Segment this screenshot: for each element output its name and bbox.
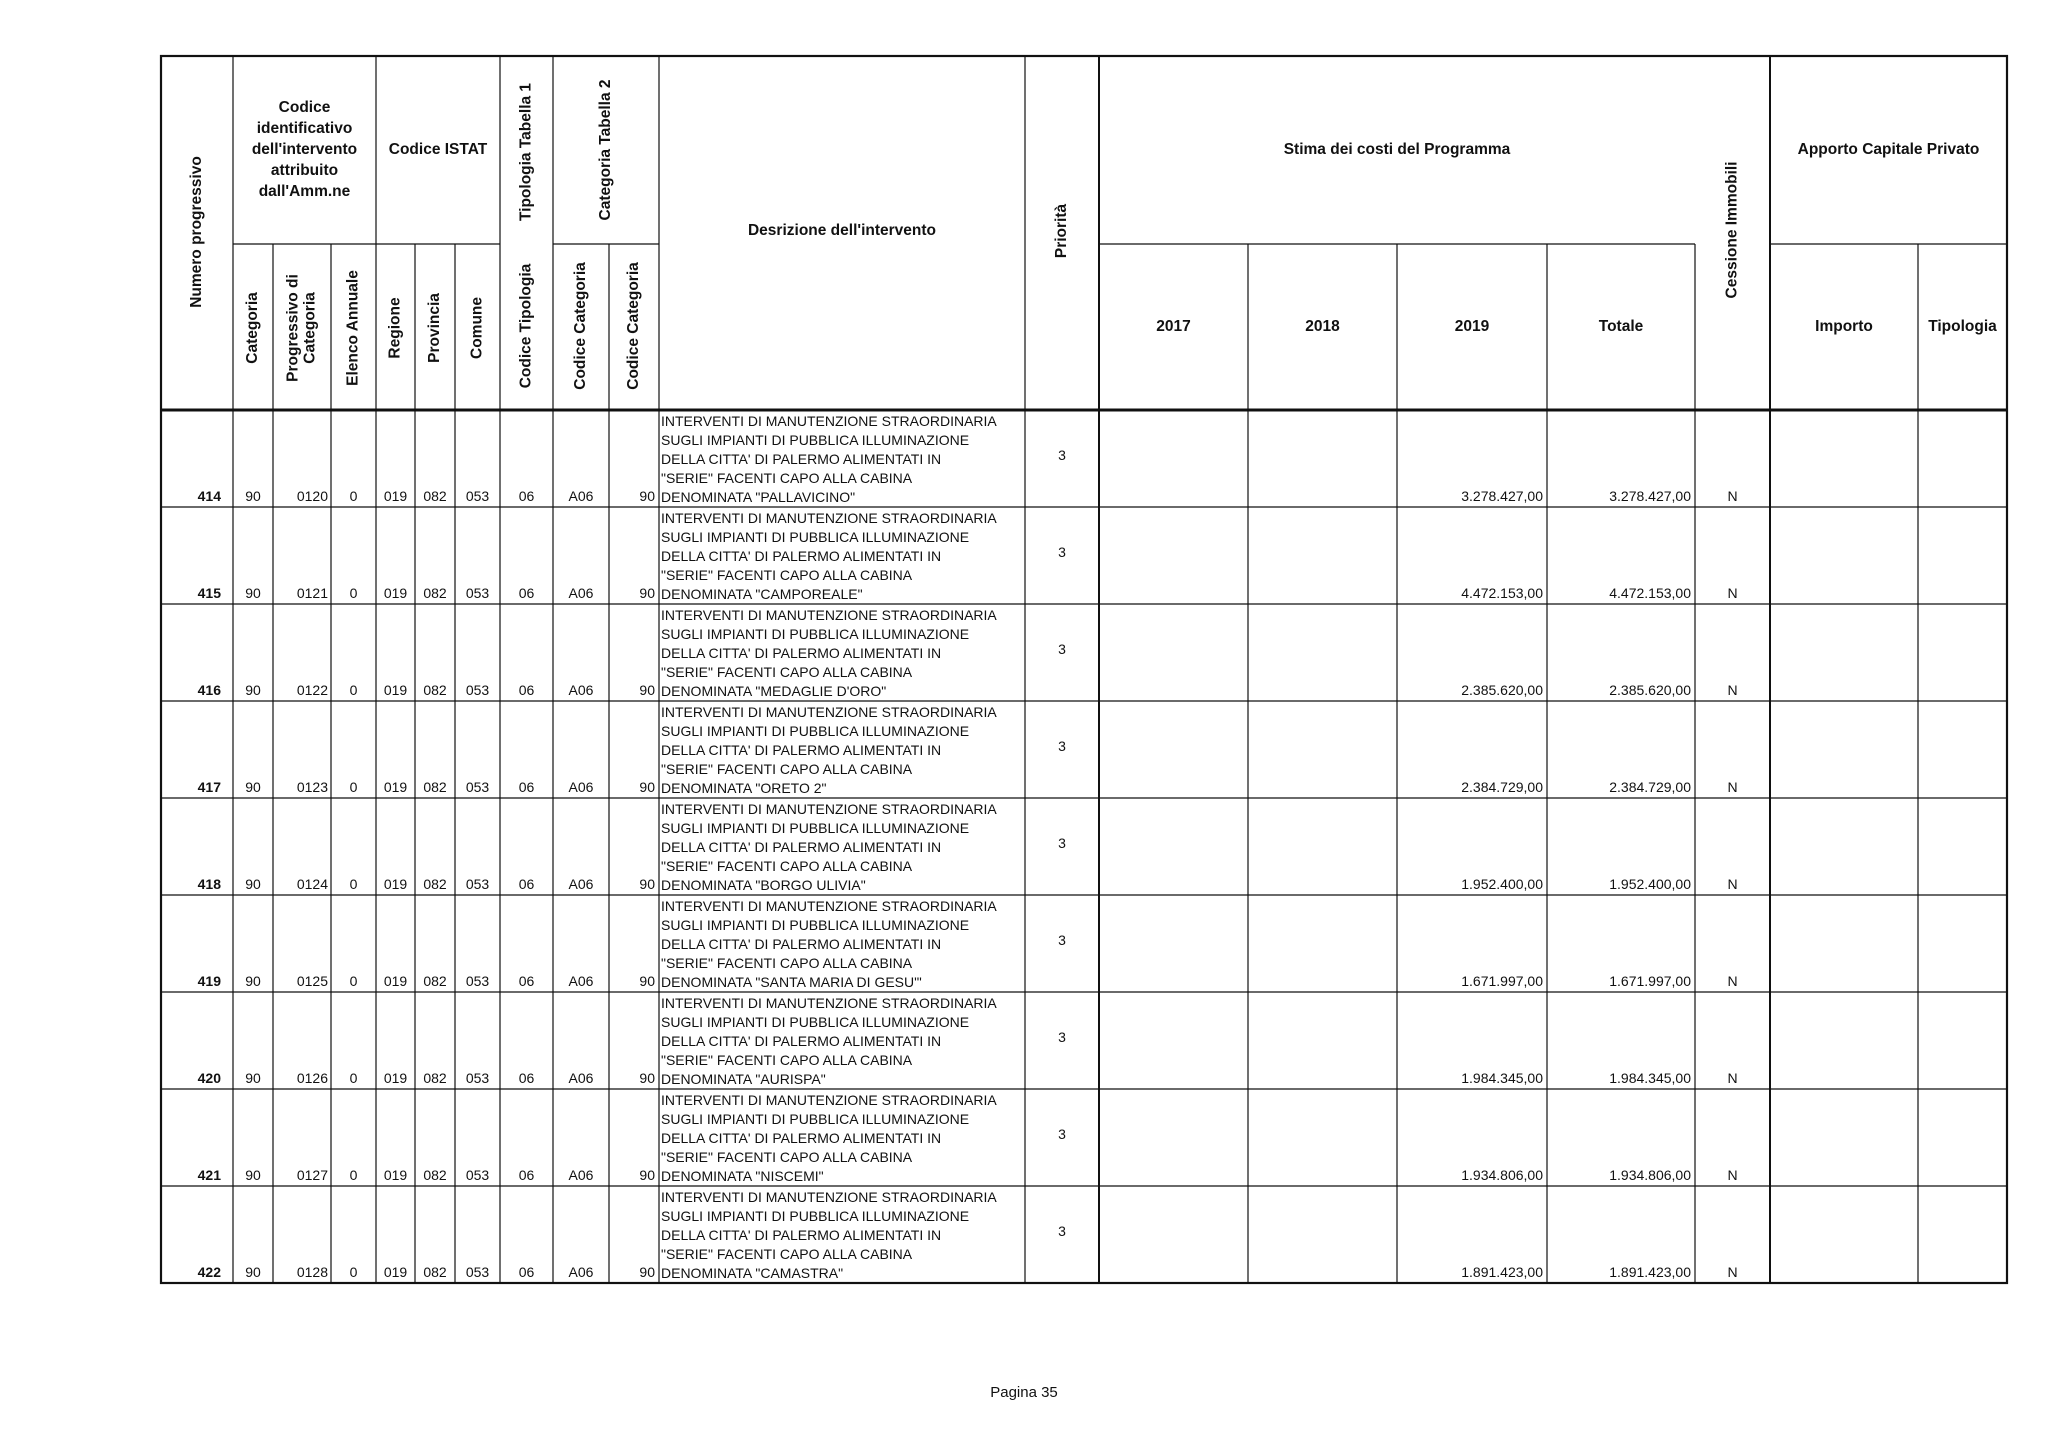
cell-priorita: 3: [1058, 641, 1066, 657]
cell-regione: 019: [383, 1167, 408, 1183]
header-apporto-capitale-privato: Apporto Capitale Privato: [1797, 141, 1980, 159]
cell-elenco: 0: [349, 1167, 358, 1183]
header-tipologia: Tipologia: [1928, 318, 1997, 336]
cell-progressivo: 0121: [296, 585, 328, 601]
header-regione: Regione: [386, 297, 404, 359]
cell-comune: 053: [465, 876, 490, 892]
cell-descrizione-line: DELLA CITTA' DI PALERMO ALIMENTATI IN: [661, 645, 942, 661]
cell-regione: 019: [383, 779, 408, 795]
cell-descrizione-line: SUGLI IMPIANTI DI PUBBLICA ILLUMINAZIONE: [661, 626, 970, 642]
cell-descrizione-line: DENOMINATA "BORGO ULIVIA": [661, 877, 866, 893]
cell-comune: 053: [465, 585, 490, 601]
cell-categoria: 90: [245, 1264, 261, 1280]
cell-descrizione-line: INTERVENTI DI MANUTENZIONE STRAORDINARIA: [661, 801, 997, 817]
cell-regione: 019: [383, 973, 408, 989]
cell-elenco: 0: [349, 682, 358, 698]
cell-elenco: 0: [349, 585, 358, 601]
cell-codice-categoria-2: 90: [639, 779, 655, 795]
cell-descrizione-line: DELLA CITTA' DI PALERMO ALIMENTATI IN: [661, 1033, 942, 1049]
cell-comune: 053: [465, 1167, 490, 1183]
cell-descrizione-line: DENOMINATA "SANTA MARIA DI GESU'": [661, 974, 922, 990]
cell-regione: 019: [383, 876, 408, 892]
cell-cessione: N: [1727, 876, 1738, 892]
cell-descrizione-line: SUGLI IMPIANTI DI PUBBLICA ILLUMINAZIONE: [661, 1111, 970, 1127]
cell-descrizione-line: SUGLI IMPIANTI DI PUBBLICA ILLUMINAZIONE: [661, 1208, 970, 1224]
header-codice-categoria-2: Codice Categoria: [625, 262, 643, 390]
cell-provincia: 082: [423, 1167, 447, 1183]
cell-codice-categoria: A06: [568, 973, 594, 989]
cell-codice-tipologia: 06: [518, 1264, 535, 1280]
cell-codice-categoria: A06: [568, 585, 594, 601]
cell-numero: 415: [197, 585, 221, 601]
header-categoria: Categoria: [244, 292, 262, 364]
cell-descrizione-line: INTERVENTI DI MANUTENZIONE STRAORDINARIA: [661, 995, 997, 1011]
cell-2019: 4.472.153,00: [1461, 585, 1543, 601]
header-totale: Totale: [1598, 318, 1644, 336]
cell-progressivo: 0120: [296, 488, 328, 504]
header-priorita: Priorità: [1053, 203, 1071, 259]
cell-regione: 019: [383, 1070, 408, 1086]
cell-descrizione-line: "SERIE" FACENTI CAPO ALLA CABINA: [661, 664, 913, 680]
cell-comune: 053: [465, 1264, 490, 1280]
cell-comune: 053: [465, 1070, 490, 1086]
cell-totale: 1.891.423,00: [1609, 1264, 1691, 1280]
cell-cessione: N: [1727, 779, 1738, 795]
header-elenco-annuale: Elenco Annuale: [344, 270, 362, 386]
cell-comune: 053: [465, 973, 490, 989]
cell-2019: 2.385.620,00: [1461, 682, 1543, 698]
cell-provincia: 082: [423, 585, 447, 601]
cell-regione: 019: [383, 488, 408, 504]
cell-codice-categoria: A06: [568, 488, 594, 504]
cell-totale: 1.984.345,00: [1609, 1070, 1691, 1086]
cell-codice-categoria-2: 90: [639, 876, 655, 892]
cell-categoria: 90: [245, 1070, 261, 1086]
cell-provincia: 082: [423, 973, 447, 989]
cell-descrizione-line: DENOMINATA "NISCEMI": [661, 1168, 824, 1184]
header-2019: 2019: [1454, 318, 1490, 336]
cell-descrizione-line: DENOMINATA "CAMPOREALE": [661, 586, 863, 602]
cell-categoria: 90: [245, 682, 261, 698]
cell-cessione: N: [1727, 1070, 1738, 1086]
cell-descrizione-line: "SERIE" FACENTI CAPO ALLA CABINA: [661, 567, 913, 583]
cell-elenco: 0: [349, 876, 358, 892]
cell-numero: 422: [197, 1264, 221, 1280]
cell-totale: 4.472.153,00: [1609, 585, 1691, 601]
header-progressivo-categoria: Progressivo diCategoria: [284, 274, 319, 382]
cell-progressivo: 0128: [296, 1264, 328, 1280]
cell-totale: 1.934.806,00: [1609, 1167, 1691, 1183]
header-codice-categoria: Codice Categoria: [572, 262, 590, 390]
cell-progressivo: 0122: [296, 682, 328, 698]
cell-codice-categoria: A06: [568, 779, 594, 795]
cell-codice-categoria-2: 90: [639, 682, 655, 698]
cell-codice-categoria-2: 90: [639, 1167, 655, 1183]
cell-descrizione-line: INTERVENTI DI MANUTENZIONE STRAORDINARIA: [661, 607, 997, 623]
cell-progressivo: 0123: [296, 779, 328, 795]
header-codice-identificativo: Codice identificativo dell'intervento attribuito dall'Amm.ne: [251, 99, 358, 201]
cell-descrizione-line: "SERIE" FACENTI CAPO ALLA CABINA: [661, 1149, 913, 1165]
cell-numero: 416: [197, 682, 221, 698]
cell-cessione: N: [1727, 682, 1738, 698]
cell-codice-tipologia: 06: [518, 876, 535, 892]
cell-progressivo: 0126: [296, 1070, 328, 1086]
header-cessione-immobili: Cessione Immobili: [1723, 161, 1741, 299]
cell-numero: 421: [197, 1167, 221, 1183]
cell-descrizione-line: DELLA CITTA' DI PALERMO ALIMENTATI IN: [661, 451, 942, 467]
cell-codice-categoria-2: 90: [639, 973, 655, 989]
cell-priorita: 3: [1058, 1223, 1066, 1239]
cell-codice-tipologia: 06: [518, 682, 535, 698]
table-header: [188, 80, 1997, 390]
header-2018: 2018: [1305, 318, 1340, 336]
cell-codice-tipologia: 06: [518, 973, 535, 989]
cell-cessione: N: [1727, 1264, 1738, 1280]
cell-priorita: 3: [1058, 447, 1066, 463]
cell-provincia: 082: [423, 876, 447, 892]
cell-2019: 2.384.729,00: [1461, 779, 1543, 795]
cell-codice-categoria: A06: [568, 876, 594, 892]
cell-provincia: 082: [423, 1264, 447, 1280]
cell-codice-categoria: A06: [568, 682, 594, 698]
cell-descrizione-line: SUGLI IMPIANTI DI PUBBLICA ILLUMINAZIONE: [661, 529, 970, 545]
cell-codice-categoria-2: 90: [639, 1070, 655, 1086]
cell-2019: 3.278.427,00: [1461, 488, 1543, 504]
header-comune: Comune: [468, 297, 486, 359]
cell-numero: 419: [197, 973, 221, 989]
cell-descrizione-line: INTERVENTI DI MANUTENZIONE STRAORDINARIA: [661, 413, 997, 429]
cell-descrizione-line: SUGLI IMPIANTI DI PUBBLICA ILLUMINAZIONE: [661, 723, 970, 739]
header-codice-istat: Codice ISTAT: [388, 141, 488, 159]
cell-provincia: 082: [423, 779, 447, 795]
cell-codice-categoria: A06: [568, 1264, 594, 1280]
page-number: Pagina 35: [990, 1384, 1058, 1401]
cell-descrizione-line: "SERIE" FACENTI CAPO ALLA CABINA: [661, 761, 913, 777]
header-stima-costi: Stima dei costi del Programma: [1283, 141, 1511, 159]
cell-priorita: 3: [1058, 1126, 1066, 1142]
header-2017: 2017: [1156, 318, 1191, 336]
cell-cessione: N: [1727, 1167, 1738, 1183]
cell-descrizione-line: SUGLI IMPIANTI DI PUBBLICA ILLUMINAZIONE: [661, 432, 970, 448]
cell-2019: 1.891.423,00: [1461, 1264, 1543, 1280]
header-codice-tipologia: Codice Tipologia: [517, 263, 535, 389]
cell-2019: 1.984.345,00: [1461, 1070, 1543, 1086]
cell-descrizione-line: DELLA CITTA' DI PALERMO ALIMENTATI IN: [661, 1227, 942, 1243]
header-categoria-tabella-2: Categoria Tabella 2: [597, 79, 615, 221]
cell-categoria: 90: [245, 876, 261, 892]
cell-2019: 1.952.400,00: [1461, 876, 1543, 892]
cell-codice-categoria-2: 90: [639, 1264, 655, 1280]
cell-priorita: 3: [1058, 1029, 1066, 1045]
cell-2019: 1.671.997,00: [1461, 973, 1543, 989]
cell-categoria: 90: [245, 779, 261, 795]
cell-descrizione-line: DENOMINATA "MEDAGLIE D'ORO": [661, 683, 887, 699]
cell-elenco: 0: [349, 973, 358, 989]
cell-descrizione-line: "SERIE" FACENTI CAPO ALLA CABINA: [661, 955, 913, 971]
cell-codice-categoria: A06: [568, 1070, 594, 1086]
cell-codice-tipologia: 06: [518, 488, 535, 504]
cell-elenco: 0: [349, 779, 358, 795]
cell-provincia: 082: [423, 682, 447, 698]
cell-totale: 3.278.427,00: [1609, 488, 1691, 504]
cell-descrizione-line: INTERVENTI DI MANUTENZIONE STRAORDINARIA: [661, 510, 997, 526]
cell-regione: 019: [383, 1264, 408, 1280]
cell-numero: 417: [197, 779, 221, 795]
cell-descrizione-line: DENOMINATA "AURISPA": [661, 1071, 826, 1087]
cell-descrizione-line: DELLA CITTA' DI PALERMO ALIMENTATI IN: [661, 936, 942, 952]
cell-elenco: 0: [349, 1070, 358, 1086]
cell-descrizione-line: DELLA CITTA' DI PALERMO ALIMENTATI IN: [661, 1130, 942, 1146]
cell-numero: 414: [197, 488, 221, 504]
cell-elenco: 0: [349, 488, 358, 504]
cell-progressivo: 0127: [296, 1167, 328, 1183]
cell-comune: 053: [465, 779, 490, 795]
cell-progressivo: 0124: [296, 876, 328, 892]
cell-descrizione-line: INTERVENTI DI MANUTENZIONE STRAORDINARIA: [661, 1092, 997, 1108]
cell-descrizione-line: DENOMINATA "ORETO 2": [661, 780, 827, 796]
cell-totale: 2.385.620,00: [1609, 682, 1691, 698]
cell-codice-tipologia: 06: [518, 585, 535, 601]
cell-provincia: 082: [423, 1070, 447, 1086]
cell-descrizione-line: INTERVENTI DI MANUTENZIONE STRAORDINARIA: [661, 1189, 997, 1205]
cell-descrizione-line: DELLA CITTA' DI PALERMO ALIMENTATI IN: [661, 548, 942, 564]
cell-cessione: N: [1727, 488, 1738, 504]
header-importo: Importo: [1815, 318, 1873, 336]
cell-codice-categoria-2: 90: [639, 488, 655, 504]
cell-descrizione-line: DELLA CITTA' DI PALERMO ALIMENTATI IN: [661, 839, 942, 855]
cell-progressivo: 0125: [296, 973, 328, 989]
cell-totale: 2.384.729,00: [1609, 779, 1691, 795]
cell-categoria: 90: [245, 1167, 261, 1183]
cell-priorita: 3: [1058, 738, 1066, 754]
cell-codice-tipologia: 06: [518, 1167, 535, 1183]
cell-codice-tipologia: 06: [518, 1070, 535, 1086]
cell-regione: 019: [383, 585, 408, 601]
cell-provincia: 082: [423, 488, 447, 504]
cell-descrizione-line: DENOMINATA "PALLAVICINO": [661, 489, 856, 505]
cell-descrizione-line: "SERIE" FACENTI CAPO ALLA CABINA: [661, 858, 913, 874]
cell-codice-categoria-2: 90: [639, 585, 655, 601]
header-numero-progressivo: Numero progressivo: [188, 156, 206, 308]
cell-2019: 1.934.806,00: [1461, 1167, 1543, 1183]
header-tipologia-tabella-1: Tipologia Tabella 1: [517, 82, 535, 222]
cell-numero: 420: [197, 1070, 221, 1086]
cell-totale: 1.952.400,00: [1609, 876, 1691, 892]
cell-codice-categoria: A06: [568, 1167, 594, 1183]
cell-descrizione-line: "SERIE" FACENTI CAPO ALLA CABINA: [661, 1052, 913, 1068]
header-descrizione: Desrizione dell'intervento: [747, 222, 937, 240]
cell-priorita: 3: [1058, 932, 1066, 948]
cell-descrizione-line: "SERIE" FACENTI CAPO ALLA CABINA: [661, 1246, 913, 1262]
cell-descrizione-line: SUGLI IMPIANTI DI PUBBLICA ILLUMINAZIONE: [661, 820, 970, 836]
cell-cessione: N: [1727, 973, 1738, 989]
cell-totale: 1.671.997,00: [1609, 973, 1691, 989]
cell-descrizione-line: INTERVENTI DI MANUTENZIONE STRAORDINARIA: [661, 704, 997, 720]
header-provincia: Provincia: [426, 293, 444, 363]
cell-regione: 019: [383, 682, 408, 698]
cell-cessione: N: [1727, 585, 1738, 601]
cell-priorita: 3: [1058, 835, 1066, 851]
cell-descrizione-line: SUGLI IMPIANTI DI PUBBLICA ILLUMINAZIONE: [661, 1014, 970, 1030]
cell-codice-tipologia: 06: [518, 779, 535, 795]
cell-categoria: 90: [245, 973, 261, 989]
cell-descrizione-line: SUGLI IMPIANTI DI PUBBLICA ILLUMINAZIONE: [661, 917, 970, 933]
cell-descrizione-line: "SERIE" FACENTI CAPO ALLA CABINA: [661, 470, 913, 486]
cell-descrizione-line: DELLA CITTA' DI PALERMO ALIMENTATI IN: [661, 742, 942, 758]
cell-descrizione-line: DENOMINATA "CAMASTRA": [661, 1265, 844, 1281]
cell-comune: 053: [465, 682, 490, 698]
cell-comune: 053: [465, 488, 490, 504]
cell-categoria: 90: [245, 488, 261, 504]
cell-elenco: 0: [349, 1264, 358, 1280]
cell-descrizione-line: INTERVENTI DI MANUTENZIONE STRAORDINARIA: [661, 898, 997, 914]
cell-priorita: 3: [1058, 544, 1066, 560]
table-body: [198, 413, 1738, 1281]
cell-categoria: 90: [245, 585, 261, 601]
cell-numero: 418: [197, 876, 221, 892]
